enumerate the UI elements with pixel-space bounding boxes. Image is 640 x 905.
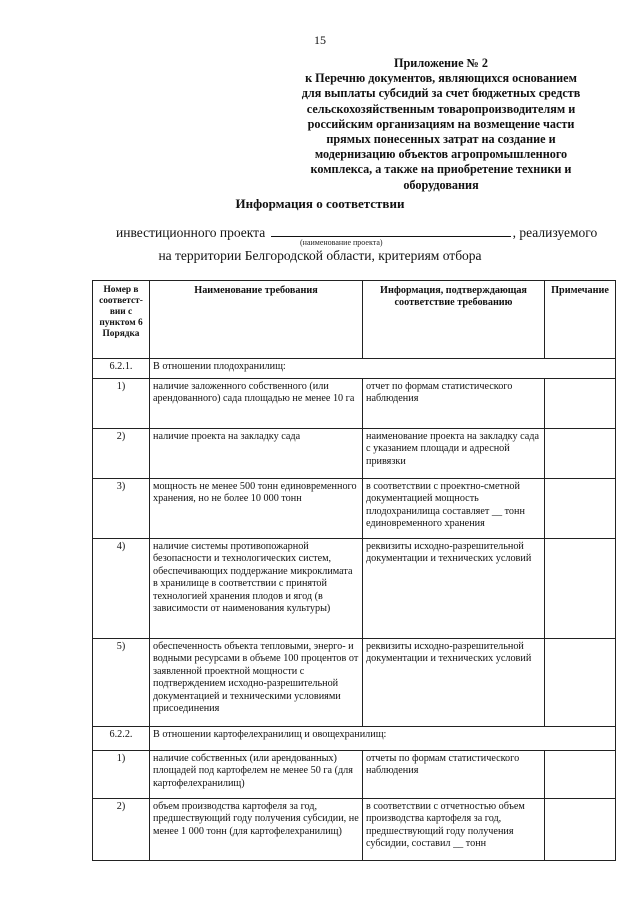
appendix-line: оборудования [403,177,479,192]
requirement-cell: наличие заложенного собственного (или арендованного) сада площадью не менее 10 га [150,379,363,429]
table-header-row [93,281,616,359]
requirement-cell: обеспеченность объекта тепловыми, энерго- и водными ресурсами в объеме 100 процентов от заявленной проектной мощности с подтверждением исходно-разрешительной документацией и техническими условиями присоединения [150,639,363,727]
header-note: Примечание [545,281,616,359]
row-number: 1) [93,379,150,429]
row-number: 2) [93,799,150,861]
table-row [93,799,616,861]
note-cell [545,799,616,861]
requirement-cell: наличие собственных (или арендованных) площадей под картофелем не менее 50 га (для картофелехранилищ) [150,751,363,799]
appendix-header [286,56,596,193]
appendix-line: прямых понесенных затрат на создание и [326,132,556,147]
requirement-cell: наличие системы противопожарной безопасности и технологических систем, обеспечивающих поддержание микроклимата в хранилище в соответствии с принятой технологией хранения плодов и ягод (в зависимости от наименования культуры) [150,539,363,639]
requirements-table [92,280,616,861]
project-prefix: инвестиционного проекта [116,225,266,240]
header-requirement: Наименование требования [150,281,363,359]
project-suffix: , реализуемого [512,225,598,240]
table-row [93,751,616,799]
section-title: В отношении картофелехранилищ и овощехранилищ: [150,727,616,751]
note-cell [545,751,616,799]
appendix-line: Приложение № 2 [394,56,488,70]
row-number: 4) [93,539,150,639]
row-number: 3) [93,479,150,539]
section-row [93,359,616,379]
header-number: Номер в соответст-вии с пунктом 6 Порядка [93,281,150,359]
appendix-line: к Перечню документов, являющихся основанием [305,71,577,86]
info-cell: реквизиты исходно-разрешительной документации и технических условий [363,639,545,727]
appendix-line: комплекса, а также на приобретение техники и [310,162,572,177]
table-row [93,429,616,479]
territory-line: на территории Белгородской области, критериям отбора [158,248,482,263]
requirement-cell: наличие проекта на закладку сада [150,429,363,479]
table-row [93,379,616,429]
appendix-line: модернизацию объектов агропромышленного [314,147,568,162]
note-cell [545,379,616,429]
appendix-line: для выплаты субсидий за счет бюджетных средств [301,86,581,101]
section-number: 6.2.2. [93,727,150,751]
info-cell: реквизиты исходно-разрешительной документации и технических условий [363,539,545,639]
page-number: 15 [314,33,326,47]
info-cell: наименование проекта на закладку сада с указанием площади и адресной привязки [363,429,545,479]
note-cell [545,539,616,639]
project-name-blank [271,224,511,237]
requirement-cell: объем производства картофеля за год, предшествующий году получения субсидии, не менее 1 000 тонн (для картофелехранилищ) [150,799,363,861]
table-row [93,539,616,639]
section-title: В отношении плодохранилищ: [150,359,616,379]
appendix-line: российским организациям на возмещение части [307,116,575,131]
table-row [93,639,616,727]
section-row [93,727,616,751]
header-info: Информация, подтверждающая соответствие требованию [363,281,545,359]
table-row [93,479,616,539]
row-number: 5) [93,639,150,727]
info-cell: отчет по формам статистического наблюдения [363,379,545,429]
note-cell [545,639,616,727]
requirement-cell: мощность не менее 500 тонн единовременного хранения, но не более 10 000 тонн [150,479,363,539]
project-caption: (наименование проекта) [300,238,383,247]
row-number: 2) [93,429,150,479]
info-cell: в соответствии с отчетностью объем производства картофеля за год, предшествующий году получения субсидии, составил __ тонн [363,799,545,861]
note-cell [545,429,616,479]
document-title: Информация о соответствии [235,196,405,211]
note-cell [545,479,616,539]
section-number: 6.2.1. [93,359,150,379]
info-cell: отчеты по формам статистического наблюдения [363,751,545,799]
row-number: 1) [93,751,150,799]
appendix-line: сельскохозяйственным товаропроизводителям и [306,101,576,116]
info-cell: в соответствии с проектно-сметной документацией мощность плодохранилища составляет __ тонн единовременного хранения [363,479,545,539]
